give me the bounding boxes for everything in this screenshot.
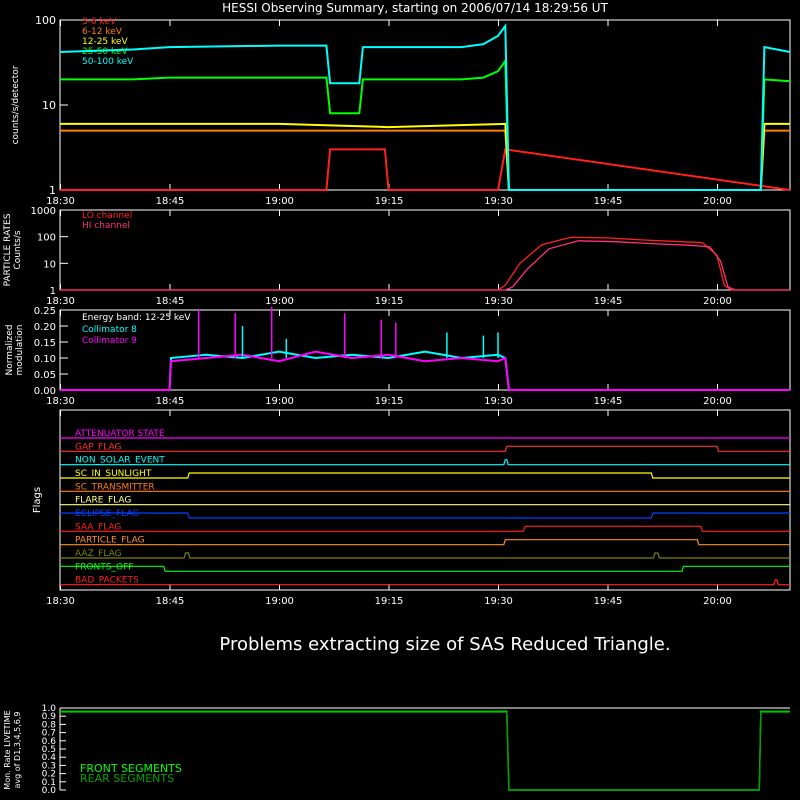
count-rate-legend-4: 50-100 keV xyxy=(82,57,134,67)
modulation-ytick-label: 0.15 xyxy=(33,338,56,349)
count-rate-panel-xtick-label: 19:30 xyxy=(484,196,513,207)
livetime-ytick-label: 0.3 xyxy=(41,761,56,772)
particle-legend-0: LO channel xyxy=(82,211,133,221)
livetime-ytick-label: 0.2 xyxy=(41,769,56,780)
particle-panel-xtick-label: 19:00 xyxy=(265,296,294,307)
modulation-ytick-label: 0.10 xyxy=(33,354,56,365)
flags-panel-xtick-label: 20:00 xyxy=(703,596,732,607)
modulation-ylabel-1: Normalized xyxy=(5,324,15,376)
livetime-ylabel-1: Mon. Rate LIVETIME xyxy=(3,710,12,790)
count-rate-legend-2: 12-25 keV xyxy=(82,37,128,47)
flag-line-6 xyxy=(60,513,790,518)
count-rate-ylabel: counts/s/detector xyxy=(11,65,21,145)
flags-panel-xtick-label: 19:15 xyxy=(374,596,404,607)
count-rate-panel-xtick-label: 19:45 xyxy=(593,196,623,207)
count-rate-legend-0: 3-6 keV xyxy=(82,17,117,27)
particle-panel-xtick-label: 18:45 xyxy=(155,296,185,307)
count-rate-series-0 xyxy=(60,149,790,190)
flag-label-10: FRONTS_OFF xyxy=(75,562,134,573)
flag-line-11 xyxy=(60,580,790,585)
livetime-ytick-label: 0.4 xyxy=(41,753,56,764)
particle-panel xyxy=(60,210,790,290)
modulation-panel-xtick-label: 19:45 xyxy=(593,396,623,407)
livetime-ytick-label: 0.9 xyxy=(41,712,56,723)
flags-panel-xtick-label: 19:30 xyxy=(484,596,513,607)
flags-panel-xtick-label: 19:45 xyxy=(593,596,623,607)
livetime-ytick-label: 0.8 xyxy=(41,720,56,731)
livetime-ytick-label: 0.0 xyxy=(41,786,56,796)
count-rate-panel-xtick-label: 18:45 xyxy=(155,196,185,207)
modulation-ytick-label: 0.20 xyxy=(33,322,56,333)
modulation-panel-xtick-label: 20:00 xyxy=(703,396,732,407)
flag-label-1: GAP_FLAG xyxy=(75,442,122,453)
count-rate-ytick-label: 100 xyxy=(35,14,56,27)
modulation-annotation: Energy band: 12-25 keV xyxy=(82,313,191,323)
flag-label-5: FLARE_FLAG xyxy=(75,495,132,506)
count-rate-series-4 xyxy=(60,26,790,190)
flag-line-9 xyxy=(60,553,790,558)
flag-line-3 xyxy=(60,473,790,478)
count-rate-series-2 xyxy=(60,124,790,190)
modulation-ytick-label: 0.00 xyxy=(33,386,56,397)
modulation-panel-xtick-label: 18:30 xyxy=(46,396,75,407)
modulation-ylabel-2: modulation xyxy=(15,324,25,376)
count-rate-ytick-label: 10 xyxy=(42,99,56,112)
particle-panel-xtick-label: 19:45 xyxy=(593,296,623,307)
flags-panel-xtick-label: 18:45 xyxy=(155,596,185,607)
flag-label-0: ATTENUATOR STATE xyxy=(75,429,165,439)
flag-label-2: NON_SOLAR_EVENT xyxy=(75,455,165,466)
flag-label-7: SAA_FLAG xyxy=(75,522,122,533)
count-rate-panel-xtick-label: 18:30 xyxy=(46,196,75,207)
modulation-ytick-label: 0.05 xyxy=(33,370,56,381)
modulation-panel-xtick-label: 18:45 xyxy=(155,396,185,407)
flag-line-2 xyxy=(60,460,790,465)
particle-ylabel-1: PARTICLE RATES xyxy=(3,213,13,287)
count-rate-ytick-label: 1 xyxy=(49,184,56,197)
particle-panel-xtick-label: 19:15 xyxy=(374,296,404,307)
modulation-panel-xtick-label: 19:15 xyxy=(374,396,404,407)
particle-ytick-label: 1000 xyxy=(30,206,56,217)
count-rate-panel xyxy=(60,20,790,190)
sas-message: Problems extracting size of SAS Reduced Triangle. xyxy=(219,634,671,655)
count-rate-panel-xtick-label: 19:15 xyxy=(374,196,404,207)
flags-panel xyxy=(60,410,790,590)
particle-ytick-label: 10 xyxy=(43,259,56,271)
flag-label-6: ECLIPSE_FLAG xyxy=(75,509,140,519)
particle-ytick-label: 100 xyxy=(36,232,56,244)
flag-line-8 xyxy=(60,540,790,545)
particle-legend-1: HI channel xyxy=(82,221,130,231)
modulation-legend-1: Collimator 9 xyxy=(82,336,137,346)
particle-ytick-label: 1 xyxy=(49,286,56,297)
livetime-legend-1: REAR SEGMENTS xyxy=(80,772,175,785)
flags-ylabel: Flags xyxy=(32,486,43,514)
flag-label-9: AAZ_FLAG xyxy=(75,549,122,559)
flag-line-7 xyxy=(60,526,790,531)
livetime-ytick-label: 0.1 xyxy=(41,777,56,788)
modulation-ytick-label: 0.25 xyxy=(33,306,56,317)
panels-group xyxy=(3,14,790,796)
livetime-ytick-label: 0.5 xyxy=(41,745,56,755)
livetime-ytick-label: 0.6 xyxy=(41,736,56,747)
modulation-series-1 xyxy=(60,352,790,390)
modulation-panel-xtick-label: 19:00 xyxy=(265,396,294,407)
modulation-legend-0: Collimator 8 xyxy=(82,325,137,335)
particle-panel-xtick-label: 19:30 xyxy=(484,296,513,307)
livetime-ytick-label: 1.0 xyxy=(41,704,56,714)
particle-panel-xtick-label: 20:00 xyxy=(703,296,732,307)
livetime-legend-0: FRONT SEGMENTS xyxy=(80,762,182,775)
particle-series-1 xyxy=(60,241,790,290)
livetime-ytick-label: 0.7 xyxy=(41,728,56,739)
figure-title: HESSI Observing Summary, starting on 2006/07/14 18:29:56 UT xyxy=(222,1,608,15)
flag-line-1 xyxy=(60,446,790,451)
flag-label-4: SC_TRANSMITTER xyxy=(75,482,155,493)
flags-panel-xtick-label: 18:30 xyxy=(46,596,75,607)
count-rate-panel-xtick-label: 20:00 xyxy=(703,196,732,207)
count-rate-legend-1: 6-12 keV xyxy=(82,27,122,37)
flag-label-8: PARTICLE_FLAG xyxy=(75,535,145,546)
flags-panel-xtick-label: 19:00 xyxy=(265,596,294,607)
livetime-ylabel-2: avg of D1,3,4,5,6,9 xyxy=(13,711,22,789)
modulation-panel-xtick-label: 19:30 xyxy=(484,396,513,407)
flag-label-11: BAD_PACKETS xyxy=(75,575,139,586)
flag-label-3: SC_IN_SUNLIGHT xyxy=(75,469,152,479)
count-rate-panel-xtick-label: 19:00 xyxy=(265,196,294,207)
particle-panel-xtick-label: 18:30 xyxy=(46,296,75,307)
particle-ylabel-2: Counts/s xyxy=(13,230,23,270)
flag-line-10 xyxy=(60,566,790,571)
count-rate-series-1 xyxy=(60,131,790,190)
count-rate-legend-3: 25-50 keV xyxy=(82,47,128,57)
